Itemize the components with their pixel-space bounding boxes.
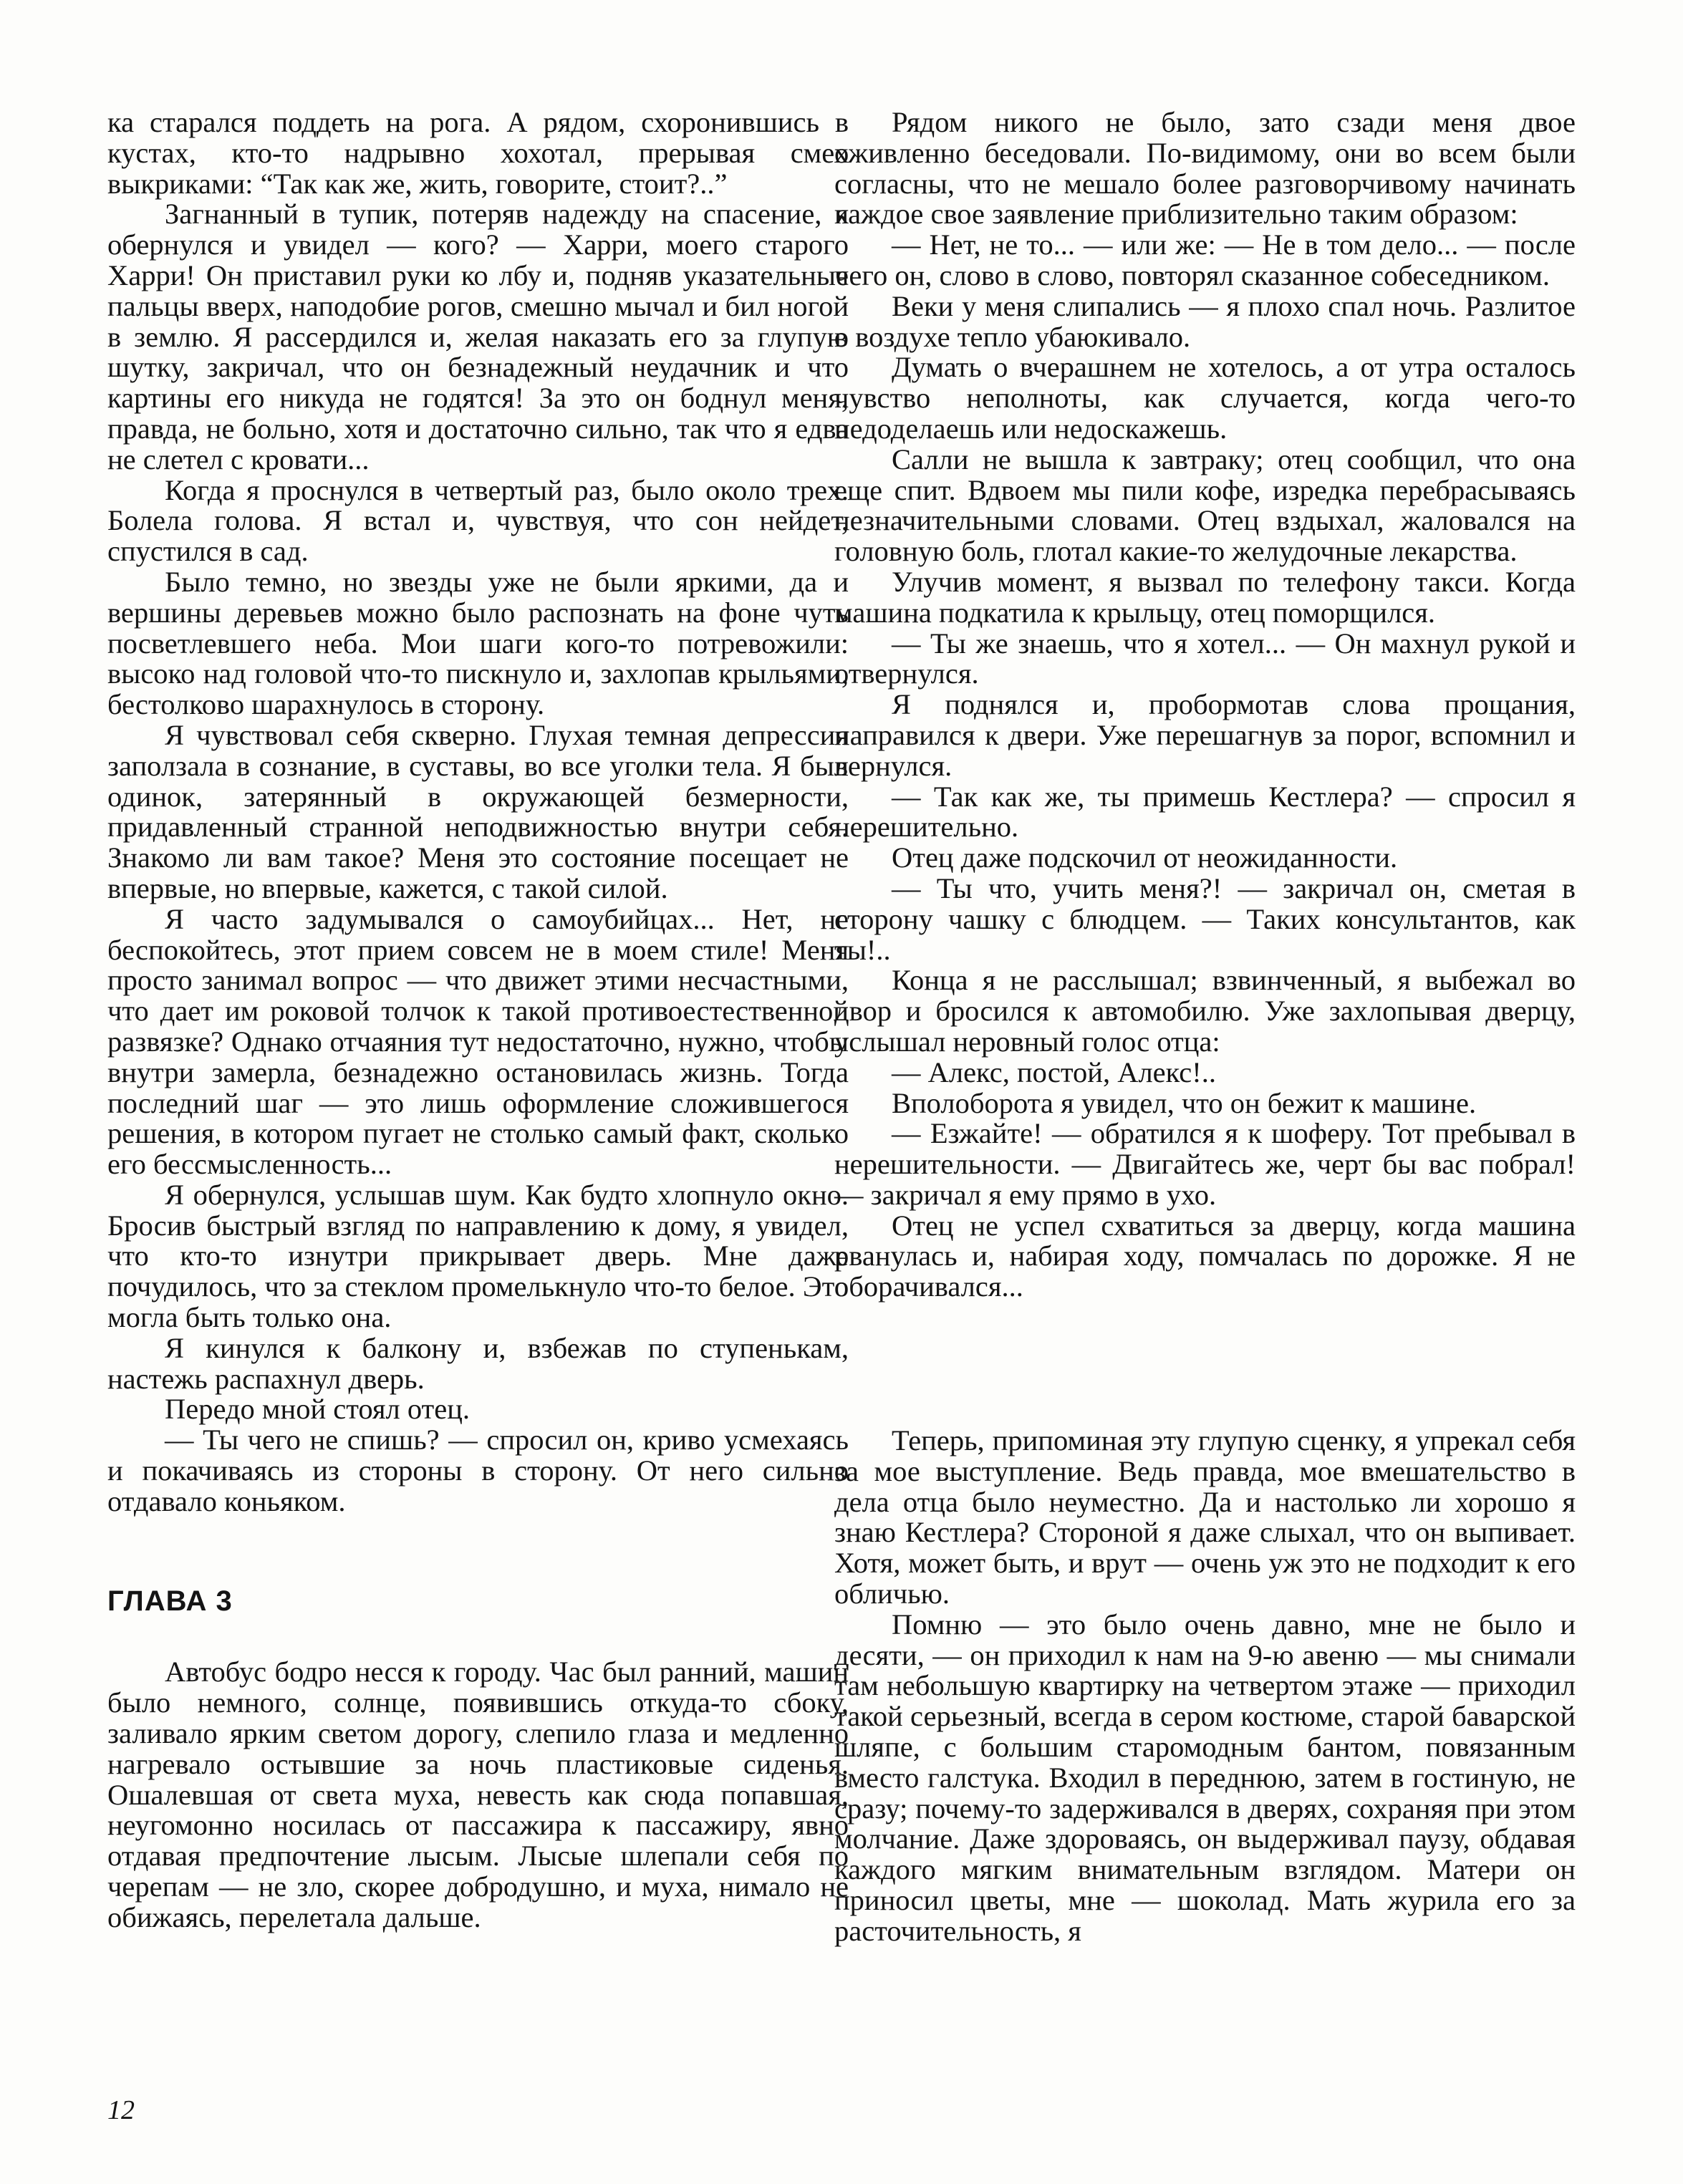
paragraph: Отец не успел схватиться за дверцу, когда машина рванулась и, набирая ходу, помчалась по дорожке. Я не оборачивался... xyxy=(834,1209,1576,1303)
paragraph: Салли не вышла к завтраку; отец сообщил, что она еще спит. Вдвоем мы пили кофе, изредка перебрасываясь незначительными словами. Отец вздыхал, жаловался на головную боль, глотал какие-то желудочные лекарства. xyxy=(834,443,1576,568)
paragraph: — Алекс, постой, Алекс!.. xyxy=(892,1055,1217,1088)
paragraph: Загнанный в тупик, потеряв надежду на спасение, я обернулся и увидел — кого? — Харри, моего старого Харри! Он приставил руки ко лбу и, подняв указательные пальцы вверх, наподобие рогов, смешно мычал и бил ногой в землю. Я рассердился и, желая наказать его за глупую шутку, закричал, что он безнадежный неудачник и что картины его никуда не годятся! За это он боднул меня, правда, не больно, хотя и достаточно сильно, так что я едва не слетел с кровати... xyxy=(107,198,849,475)
paragraph: — Ты что, учить меня?! — закричал он, сметая в сторону чашку с блюдцем. — Таких консультантов, как ты!.. xyxy=(834,871,1576,966)
paragraph: — Ты же знаешь, что я хотел... — Он махнул рукой и отвернулся. xyxy=(834,627,1576,690)
paragraph: Я поднялся и, пробормотав слова прощания, направился к двери. Уже перешагнув за порог, вспомнил и вернулся. xyxy=(834,688,1576,782)
section-break xyxy=(834,1303,1576,1426)
chapter-heading: ГЛАВА 3 xyxy=(107,1585,233,1617)
paragraph: ка старался поддеть на рога. А рядом, схоронившись в кустах, кто-то надрывно хохотал, прерывая смех выкриками: “Так как же, жить, говорите, стоит?..” xyxy=(107,106,849,200)
paragraph: — Езжайте! — обратился я к шоферу. Тот пребывал в нерешительности. — Двигайтесь же, черт бы вас побрал! — закричал я ему прямо в ухо. xyxy=(834,1117,1576,1211)
paragraph: Рядом никого не было, зато сзади меня двое оживленно беседовали. По-видимому, они во всем были согласны, что не мешало более разговорчивому начинать каждое свое заявление приблизительно таким образом: xyxy=(834,106,1576,231)
paragraph: Автобус бодро несся к городу. Час был ранний, машин было немного, солнце, появившись откуда-то сбоку, заливало ярким светом дорогу, слепило глаза и медленно нагревало остывшие за ночь пластиковые сиденья. Ошалевшая от света муха, невесть как сюда попавшая, неугомонно носилась от пассажира к пассажиру, явно отдавая предпочтение лысым. Лысые шлепали себя по черепам — не зло, скорее добродушно, и муха, нимало не обижаясь, перелетала дальше. xyxy=(107,1656,849,1933)
paragraph: Когда я проснулся в четвертый раз, было около трех. Болела голова. Я встал и, чувствуя, что сон нейдет, спустился в сад. xyxy=(107,473,849,568)
paragraph: Улучив момент, я вызвал по телефону такси. Когда машина подкатила к крыльцу, отец поморщился. xyxy=(834,565,1576,629)
paragraph: Теперь, припоминая эту глупую сценку, я упрекал себя за мое выступление. Ведь правда, мое вмешательство в дела отца было неуместно. Да и настолько ли хорошо я знаю Кестлера? Стороной я даже слыхал, что он выпивает. Хотя, может быть, и врут — очень уж это не подходит к его обличью. xyxy=(834,1424,1576,1610)
page-number: 12 xyxy=(107,2095,135,2125)
paragraph: Помню — это было очень давно, мне не было и десяти, — он приходил к нам на 9-ю авеню — мы снимали там небольшую квартирку на четвертом этаже — приходил такой серьезный, всегда в сером костюме, старой баварской шляпе, с большим старомодным бантом, повязанным вместо галстука. Входил в переднюю, затем в гостиную, не сразу; почему-то задерживался в дверях, сохраняя при этом молчание. Даже здороваясь, он выдерживал паузу, обдавая каждого мягким внимательным взглядом. Матери он приносил цветы, мне — шоколад. Мать журила его за расточительность, я xyxy=(834,1608,1576,1947)
paragraph: — Нет, не то... — или же: — Не в том дело... — после чего он, слово в слово, повторял сказанное собеседником. xyxy=(834,228,1576,291)
paragraph: Передо мной стоял отец. xyxy=(165,1393,471,1426)
paragraph: Веки у меня слипались — я плохо спал ночь. Разлитое в воздухе тепло убаюкивало. xyxy=(834,289,1576,353)
paragraph: Я обернулся, услышав шум. Как будто хлопнуло окно. Бросив быстрый взгляд по направлению к дому, я увидел, что кто-то изнутри прикрывает дверь. Мне даже почудилось, что за стеклом промелькнуло что-то белое. Это могла быть только она. xyxy=(107,1178,849,1334)
paragraph: Вполоборота я увидел, что он бежит к машине. xyxy=(892,1086,1477,1119)
paragraph: Я чувствовал себя скверно. Глухая темная депрессия заползала в сознание, в суставы, во все уголки тела. Я был одинок, затерянный в окружающей безмерности, придавленный странной неподвижностью внутри себя. Знакомо ли вам такое? Меня это состояние посещает не впервые, но впервые, кажется, с такой силой. xyxy=(107,718,849,904)
paragraph: — Ты чего не спишь? — спросил он, криво усмехаясь и покачиваясь из стороны в сторону. От него сильно отдавало коньяком. xyxy=(107,1424,849,1517)
paragraph: Думать о вчерашнем не хотелось, а от утра осталось чувство неполноты, как случается, когда чего-то недоделаешь или недоскажешь. xyxy=(834,351,1576,445)
paragraph: Я кинулся к балкону и, взбежав по ступенькам, настежь распахнул дверь. xyxy=(107,1331,849,1395)
paragraph: Было темно, но звезды уже не были яркими, да и вершины деревьев можно было распознать на фоне чуть посветлевшего неба. Мои шаги кого-то потревожили: высоко над головой что-то пискнуло и, захлопав крыльями, бестолково шарахнулось в сторону. xyxy=(107,565,849,721)
paragraph: Я часто задумывался о самоубийцах... Нет, не беспокойтесь, этот прием совсем не в моем стиле! Меня просто занимал вопрос — что движет этими несчастными, что дает им роковой толчок к такой противоестественной развязке? Однако отчаяния тут недостаточно, нужно, чтобы внутри замерла, безнадежно остановилась жизнь. Тогда последний шаг — это лишь оформление сложившегося решения, в котором пугает не столько самый факт, сколько его бессмысленность... xyxy=(107,902,849,1181)
right-column xyxy=(834,107,1576,1947)
paragraph: Конца я не расслышал; взвинченный, я выбежал во двор и бросился к автомобилю. Уже захлопывая дверцу, услышал неровный голос отца: xyxy=(834,964,1576,1058)
left-column xyxy=(107,107,849,1933)
paragraph: Отец даже подскочил от неожиданности. xyxy=(892,841,1398,874)
paragraph: — Так как же, ты примешь Кестлера? — спросил я нерешительно. xyxy=(834,780,1576,844)
